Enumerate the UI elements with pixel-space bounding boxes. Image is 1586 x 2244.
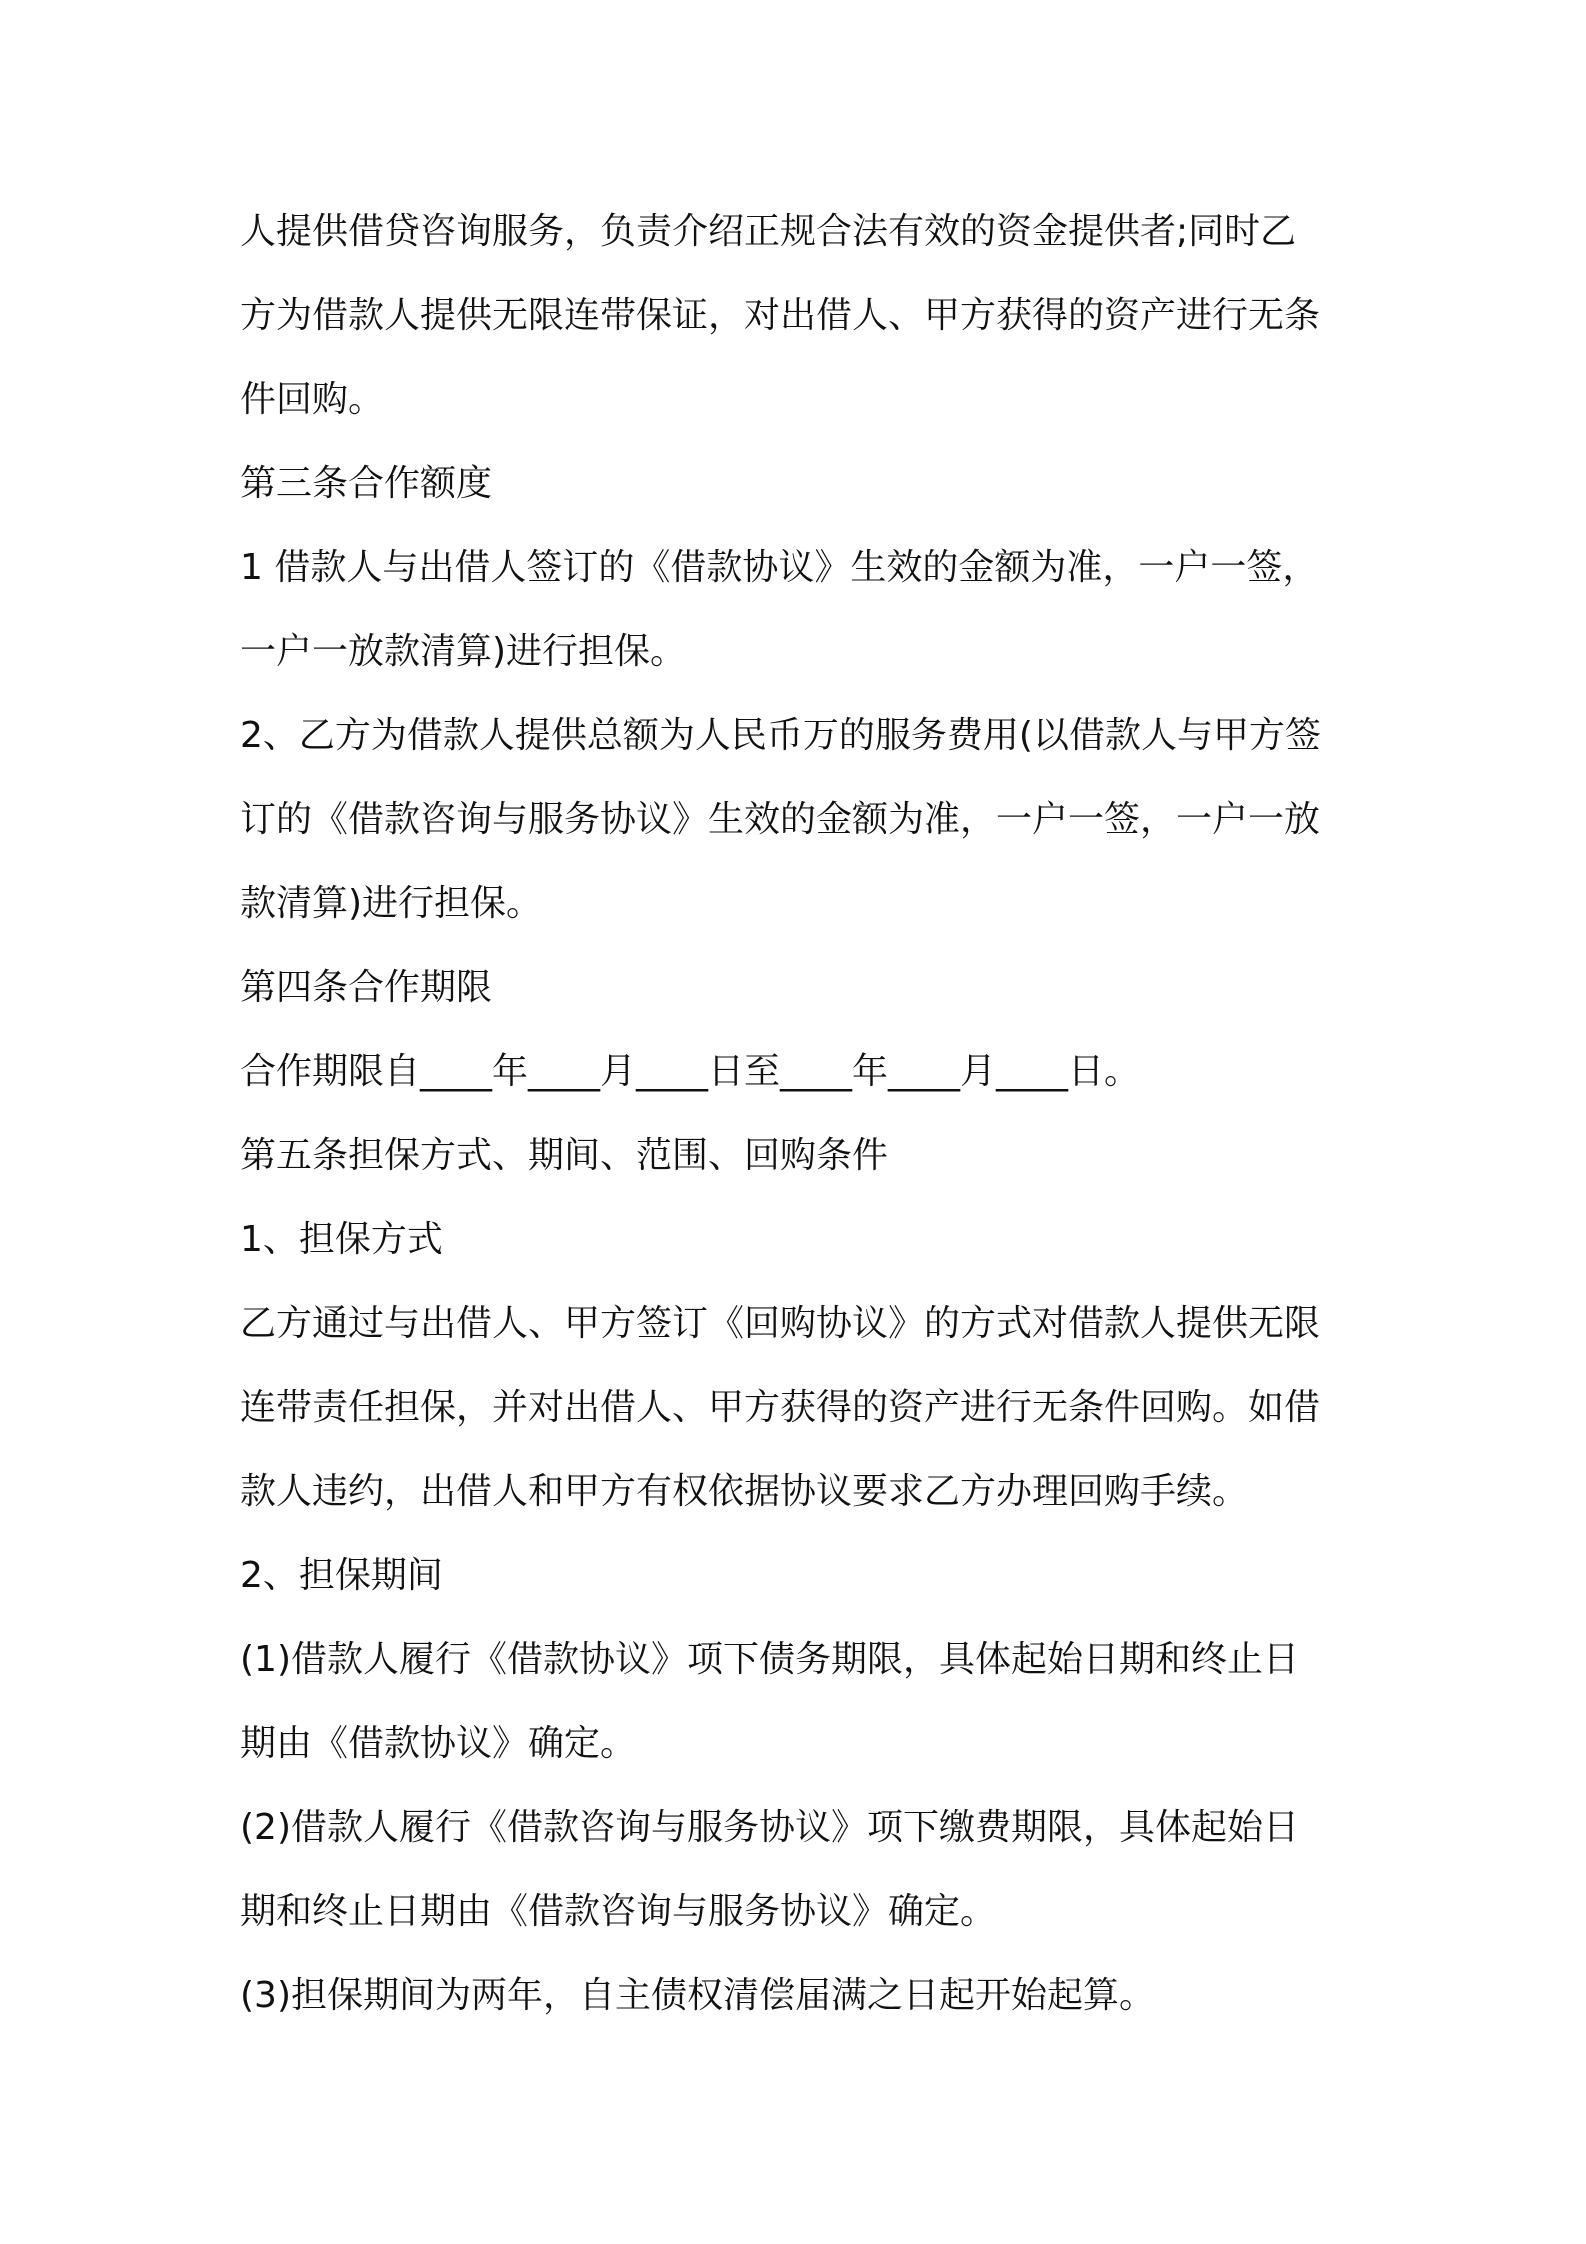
paragraph-line: 期和终止日期由《借款咨询与服务协议》确定。 <box>240 1891 997 1932</box>
subheading-guarantee-method: 1、担保方式 <box>240 1219 443 1260</box>
paragraph-line: 件回购。 <box>240 379 385 420</box>
paragraph-line: 期由《借款协议》确定。 <box>240 1723 637 1764</box>
paragraph-line: 2、乙方为借款人提供总额为人民币万的服务费用(以借款人与甲方签 <box>240 715 1321 756</box>
paragraph-line: 款人违约，出借人和甲方有权依据协议要求乙方办理回购手续。 <box>240 1471 1249 1512</box>
article-heading-3: 第三条合作额度 <box>240 463 493 504</box>
paragraph-line: (1)借款人履行《借款协议》项下债务期限，具体起始日期和终止日 <box>240 1639 1299 1680</box>
subheading-guarantee-period: 2、担保期间 <box>240 1555 443 1596</box>
document-body <box>240 190 1350 2038</box>
paragraph-line: 款清算)进行担保。 <box>240 883 543 924</box>
paragraph-line: 方为借款人提供无限连带保证，对出借人、甲方获得的资产进行无条 <box>240 295 1321 336</box>
paragraph-line: 一户一放款清算)进行担保。 <box>240 631 687 672</box>
article-heading-4: 第四条合作期限 <box>240 967 493 1008</box>
paragraph-line: 乙方通过与出借人、甲方签订《回购协议》的方式对借款人提供无限 <box>240 1303 1321 1344</box>
paragraph-line: 订的《借款咨询与服务协议》生效的金额为准，一户一签，一户一放 <box>240 799 1321 840</box>
paragraph-line: 人提供借贷咨询服务，负责介绍正规合法有效的资金提供者;同时乙 <box>240 211 1297 252</box>
cooperation-period-line: 合作期限自____年____月____日至____年____月____日。 <box>240 1051 1141 1092</box>
paragraph-line: 连带责任担保，并对出借人、甲方获得的资产进行无条件回购。如借 <box>240 1387 1321 1428</box>
article-heading-5: 第五条担保方式、期间、范围、回购条件 <box>240 1135 889 1176</box>
paragraph-line: (3)担保期间为两年，自主债权清偿届满之日起开始起算。 <box>240 1975 1155 2016</box>
paragraph-line: 1 借款人与出借人签订的《借款协议》生效的金额为准，一户一签， <box>240 547 1319 588</box>
paragraph-line: (2)借款人履行《借款咨询与服务协议》项下缴费期限，具体起始日 <box>240 1807 1299 1848</box>
